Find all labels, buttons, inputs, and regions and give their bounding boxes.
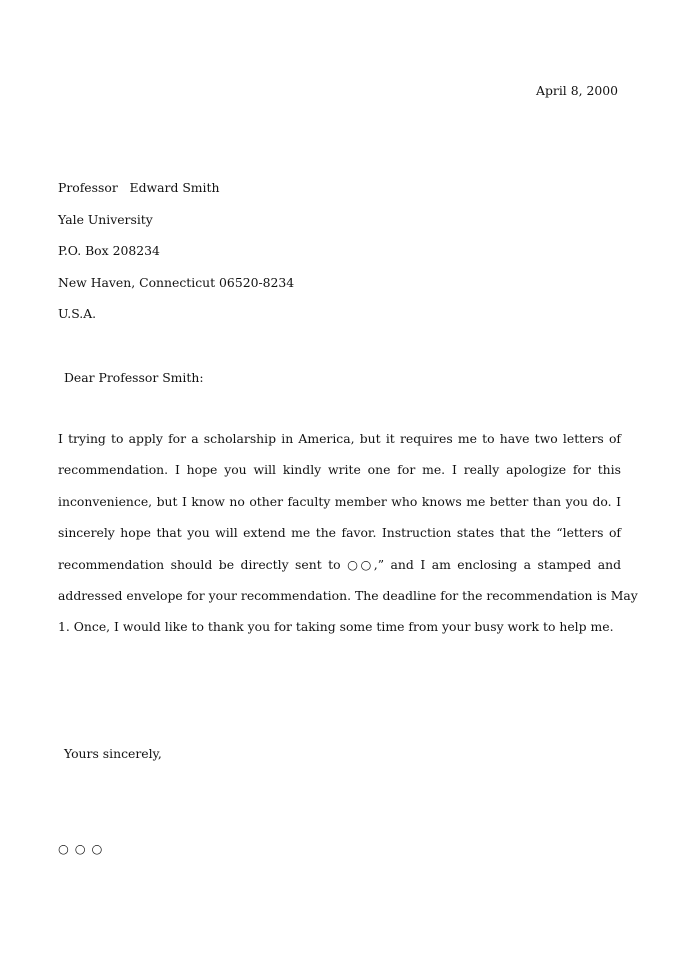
address-line-institution: Yale University: [58, 211, 153, 227]
body-line: sincerely hope that you will extend me the favor. Instruction states that the “letters of: [58, 525, 621, 541]
address-line-po-box: P.O. Box 208234: [58, 243, 160, 258]
letter-date: April 8, 2000: [536, 83, 618, 98]
address-line-country: U.S.A.: [58, 306, 97, 321]
salutation: Dear Professor Smith:: [64, 370, 204, 385]
address-line-city: New Haven, Connecticut 06520-8234: [58, 274, 295, 290]
closing: Yours sincerely,: [64, 746, 162, 761]
body-line: 1. Once, I would like to thank you for taking some time from your busy work to help me.: [58, 619, 614, 635]
letter-body: [58, 430, 638, 650]
body-line: recommendation. I hope you will kindly write one for me. I really apologize for this: [58, 462, 621, 478]
body-line: inconvenience, but I know no other faculty member who knows me better than you do. I: [58, 493, 621, 509]
body-line: addressed envelope for your recommendation. The deadline for the recommendation is May: [58, 587, 638, 603]
body-line: I trying to apply for a scholarship in America, but it requires me to have two letters of: [58, 431, 621, 446]
recipient-address: [58, 179, 294, 337]
address-line-name: Professor Edward Smith: [58, 180, 220, 195]
signature: ○ ○ ○: [58, 841, 104, 856]
body-line: recommendation should be directly sent to ○○,” and I am enclosing a stamped and: [58, 556, 621, 572]
